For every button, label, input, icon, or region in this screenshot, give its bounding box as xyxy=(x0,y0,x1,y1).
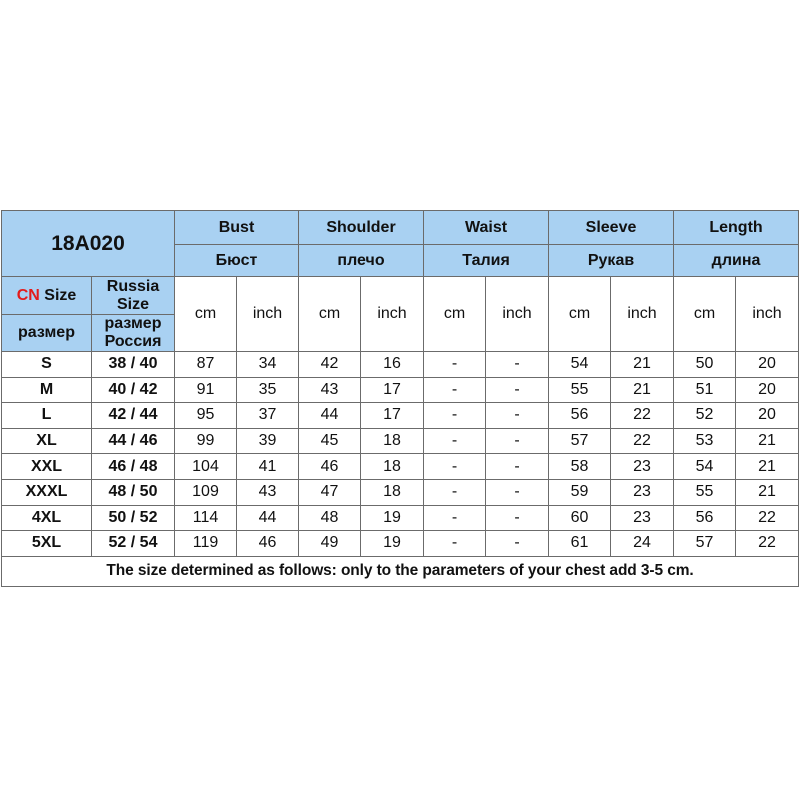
unit-waist-inch: inch xyxy=(486,277,549,352)
length-cm-cell: 50 xyxy=(674,352,736,378)
shoulder-cm-cell: 45 xyxy=(299,428,361,454)
length-inch-cell: 20 xyxy=(736,377,799,403)
length-inch-cell: 20 xyxy=(736,403,799,429)
cn-size-cell: L xyxy=(2,403,92,429)
cn-size-cell: 4XL xyxy=(2,505,92,531)
length-cm-cell: 51 xyxy=(674,377,736,403)
sleeve-inch-cell: 24 xyxy=(611,531,674,557)
group-ru-sleeve: Рукав xyxy=(549,245,674,277)
bust-cm-cell: 87 xyxy=(175,352,237,378)
shoulder-inch-cell: 17 xyxy=(361,403,424,429)
length-inch-cell: 22 xyxy=(736,505,799,531)
russia-size-cell: 50 / 52 xyxy=(92,505,175,531)
waist-inch-cell: - xyxy=(486,531,549,557)
size-ru-label: размер xyxy=(2,315,92,352)
table-row xyxy=(2,531,799,557)
cn-size-label xyxy=(2,277,92,315)
waist-cm-cell: - xyxy=(424,352,486,378)
table-row xyxy=(2,505,799,531)
russia-size-ru-label: размер Россия xyxy=(92,315,175,352)
length-inch-cell: 22 xyxy=(736,531,799,557)
table-row xyxy=(2,454,799,480)
sleeve-inch-cell: 21 xyxy=(611,377,674,403)
russia-size-cell: 46 / 48 xyxy=(92,454,175,480)
bust-cm-cell: 119 xyxy=(175,531,237,557)
sleeve-inch-cell: 23 xyxy=(611,479,674,505)
bust-inch-cell: 37 xyxy=(237,403,299,429)
sleeve-cm-cell: 57 xyxy=(549,428,611,454)
length-cm-cell: 56 xyxy=(674,505,736,531)
bust-cm-cell: 99 xyxy=(175,428,237,454)
shoulder-cm-cell: 43 xyxy=(299,377,361,403)
group-en-length: Length xyxy=(674,211,799,245)
bust-inch-cell: 39 xyxy=(237,428,299,454)
unit-shoulder-cm: cm xyxy=(299,277,361,352)
sleeve-cm-cell: 54 xyxy=(549,352,611,378)
waist-inch-cell: - xyxy=(486,428,549,454)
length-cm-cell: 55 xyxy=(674,479,736,505)
shoulder-cm-cell: 46 xyxy=(299,454,361,480)
russia-size-cell: 44 / 46 xyxy=(92,428,175,454)
unit-bust-cm: cm xyxy=(175,277,237,352)
bust-cm-cell: 114 xyxy=(175,505,237,531)
length-cm-cell: 57 xyxy=(674,531,736,557)
russia-size-label: Russia Size xyxy=(92,277,175,315)
shoulder-cm-cell: 47 xyxy=(299,479,361,505)
group-ru-bust: Бюст xyxy=(175,245,299,277)
sleeve-inch-cell: 22 xyxy=(611,403,674,429)
length-cm-cell: 52 xyxy=(674,403,736,429)
bust-inch-cell: 34 xyxy=(237,352,299,378)
shoulder-inch-cell: 18 xyxy=(361,428,424,454)
waist-cm-cell: - xyxy=(424,531,486,557)
size-label: Size xyxy=(44,286,77,304)
group-en-sleeve: Sleeve xyxy=(549,211,674,245)
table-row xyxy=(2,403,799,429)
unit-sleeve-inch: inch xyxy=(611,277,674,352)
waist-cm-cell: - xyxy=(424,454,486,480)
sleeve-cm-cell: 56 xyxy=(549,403,611,429)
cn-size-cell: XL xyxy=(2,428,92,454)
shoulder-cm-cell: 48 xyxy=(299,505,361,531)
waist-cm-cell: - xyxy=(424,479,486,505)
unit-bust-inch: inch xyxy=(237,277,299,352)
shoulder-cm-cell: 49 xyxy=(299,531,361,557)
waist-cm-cell: - xyxy=(424,505,486,531)
length-inch-cell: 21 xyxy=(736,479,799,505)
waist-inch-cell: - xyxy=(486,454,549,480)
bust-inch-cell: 41 xyxy=(237,454,299,480)
waist-cm-cell: - xyxy=(424,428,486,454)
cn-size-cell: M xyxy=(2,377,92,403)
sleeve-inch-cell: 22 xyxy=(611,428,674,454)
bust-inch-cell: 43 xyxy=(237,479,299,505)
waist-inch-cell: - xyxy=(486,505,549,531)
group-ru-length: длина xyxy=(674,245,799,277)
group-ru-waist: Талия xyxy=(424,245,549,277)
table-row xyxy=(2,428,799,454)
length-inch-cell: 21 xyxy=(736,428,799,454)
russia-size-cell: 40 / 42 xyxy=(92,377,175,403)
unit-length-inch: inch xyxy=(736,277,799,352)
shoulder-cm-cell: 42 xyxy=(299,352,361,378)
waist-cm-cell: - xyxy=(424,377,486,403)
table-row xyxy=(2,479,799,505)
sleeve-cm-cell: 61 xyxy=(549,531,611,557)
waist-inch-cell: - xyxy=(486,377,549,403)
bust-cm-cell: 95 xyxy=(175,403,237,429)
sleeve-inch-cell: 23 xyxy=(611,454,674,480)
sleeve-inch-cell: 23 xyxy=(611,505,674,531)
unit-waist-cm: cm xyxy=(424,277,486,352)
russia-size-cell: 42 / 44 xyxy=(92,403,175,429)
length-inch-cell: 20 xyxy=(736,352,799,378)
shoulder-inch-cell: 18 xyxy=(361,479,424,505)
group-en-shoulder: Shoulder xyxy=(299,211,424,245)
unit-length-cm: cm xyxy=(674,277,736,352)
waist-cm-cell: - xyxy=(424,403,486,429)
shoulder-inch-cell: 19 xyxy=(361,505,424,531)
table-row xyxy=(2,352,799,378)
table-row xyxy=(2,377,799,403)
cn-size-cell: XXL xyxy=(2,454,92,480)
cn-size-cell: 5XL xyxy=(2,531,92,557)
russia-size-cell: 52 / 54 xyxy=(92,531,175,557)
shoulder-inch-cell: 16 xyxy=(361,352,424,378)
sleeve-cm-cell: 58 xyxy=(549,454,611,480)
russia-size-cell: 48 / 50 xyxy=(92,479,175,505)
sleeve-cm-cell: 55 xyxy=(549,377,611,403)
size-chart-table xyxy=(1,210,799,587)
shoulder-inch-cell: 17 xyxy=(361,377,424,403)
model-code: 18A020 xyxy=(2,211,175,277)
length-cm-cell: 53 xyxy=(674,428,736,454)
group-ru-shoulder: плечо xyxy=(299,245,424,277)
russia-size-cell: 38 / 40 xyxy=(92,352,175,378)
group-en-bust: Bust xyxy=(175,211,299,245)
bust-inch-cell: 46 xyxy=(237,531,299,557)
bust-inch-cell: 35 xyxy=(237,377,299,403)
unit-sleeve-cm: cm xyxy=(549,277,611,352)
shoulder-inch-cell: 19 xyxy=(361,531,424,557)
group-en-waist: Waist xyxy=(424,211,549,245)
bust-cm-cell: 104 xyxy=(175,454,237,480)
shoulder-inch-cell: 18 xyxy=(361,454,424,480)
sleeve-cm-cell: 60 xyxy=(549,505,611,531)
bust-cm-cell: 109 xyxy=(175,479,237,505)
unit-shoulder-inch: inch xyxy=(361,277,424,352)
sleeve-inch-cell: 21 xyxy=(611,352,674,378)
bust-inch-cell: 44 xyxy=(237,505,299,531)
waist-inch-cell: - xyxy=(486,479,549,505)
sleeve-cm-cell: 59 xyxy=(549,479,611,505)
shoulder-cm-cell: 44 xyxy=(299,403,361,429)
length-cm-cell: 54 xyxy=(674,454,736,480)
waist-inch-cell: - xyxy=(486,403,549,429)
cn-label: CN xyxy=(16,286,40,304)
length-inch-cell: 21 xyxy=(736,454,799,480)
bust-cm-cell: 91 xyxy=(175,377,237,403)
cn-size-cell: S xyxy=(2,352,92,378)
size-note: The size determined as follows: only to the parameters of your chest add 3-5 cm. xyxy=(2,556,799,586)
cn-size-cell: XXXL xyxy=(2,479,92,505)
waist-inch-cell: - xyxy=(486,352,549,378)
